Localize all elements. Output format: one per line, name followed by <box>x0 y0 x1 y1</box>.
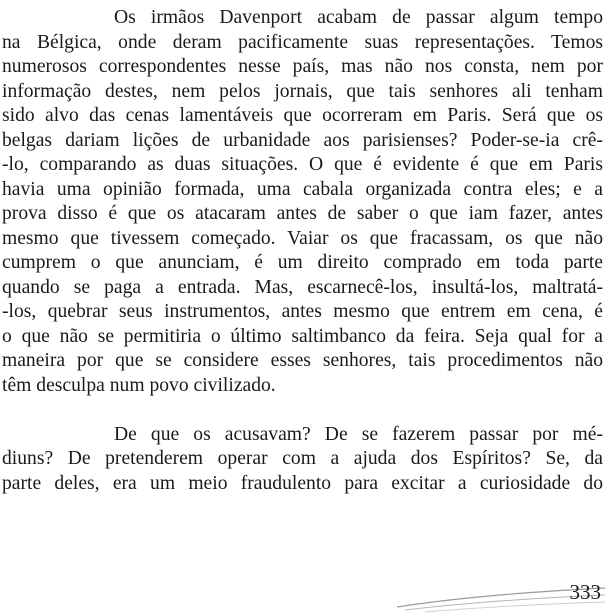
text-line: sido alvo das cenas lamentáveis que ocorreram em Paris. Será que os <box>2 105 603 126</box>
text-line: havia uma opinião formada, uma cabala organizada contra eles; e a <box>2 178 603 200</box>
page-number: 333 <box>569 580 601 604</box>
page-body <box>2 0 603 496</box>
text-line: quando se paga a entrada. Mas, escarnecê-los, insultá-los, maltratá- <box>2 276 603 298</box>
text-line: têm desculpa num povo civilizado. <box>2 374 276 396</box>
paragraph-2 <box>2 423 603 497</box>
text-line: De que os acusavam? De se fazerem passar por mé- <box>114 423 603 445</box>
text-line: numerosos correspondentes nesse país, mas não nos consta, nem por <box>2 56 603 77</box>
text-line: informação destes, nem pelos jornais, que tais senhores ali tenham <box>2 80 603 102</box>
text-line: prova disso é que os atacaram antes de saber o que iam fazer, antes <box>2 203 603 224</box>
paragraph-spacer <box>2 398 603 423</box>
text-line: parte deles, era um meio fraudulento para excitar a curiosidade do <box>2 472 603 494</box>
paragraph-1 <box>2 0 603 398</box>
text-line: -lo, comparando as duas situações. O que é evidente é que em Paris <box>2 154 603 175</box>
text-line: cumprem o que anunciam, é um direito comprado em toda parte <box>2 252 603 273</box>
text-line: maneira por que se considere esses senhores, tais procedimentos não <box>2 350 603 371</box>
text-line: -los, quebrar seus instrumentos, antes mesmo que entrem em cena, é <box>2 301 603 322</box>
text-line: mesmo que tivessem começado. Vaiar os que fracassam, os que não <box>2 227 603 249</box>
text-line: o que não se permitiria o último saltimbanco da feira. Seja qual for a <box>2 325 603 347</box>
text-line: belgas dariam lições de urbanidade aos parisienses? Poder-se-ia crê- <box>2 129 603 151</box>
text-line: Os irmãos Davenport acabam de passar algum tempo <box>114 7 603 28</box>
text-line: na Bélgica, onde deram pacificamente suas representações. Temos <box>2 31 603 53</box>
text-line: diuns? De pretenderem operar com a ajuda dos Espíritos? Se, da <box>2 448 603 469</box>
